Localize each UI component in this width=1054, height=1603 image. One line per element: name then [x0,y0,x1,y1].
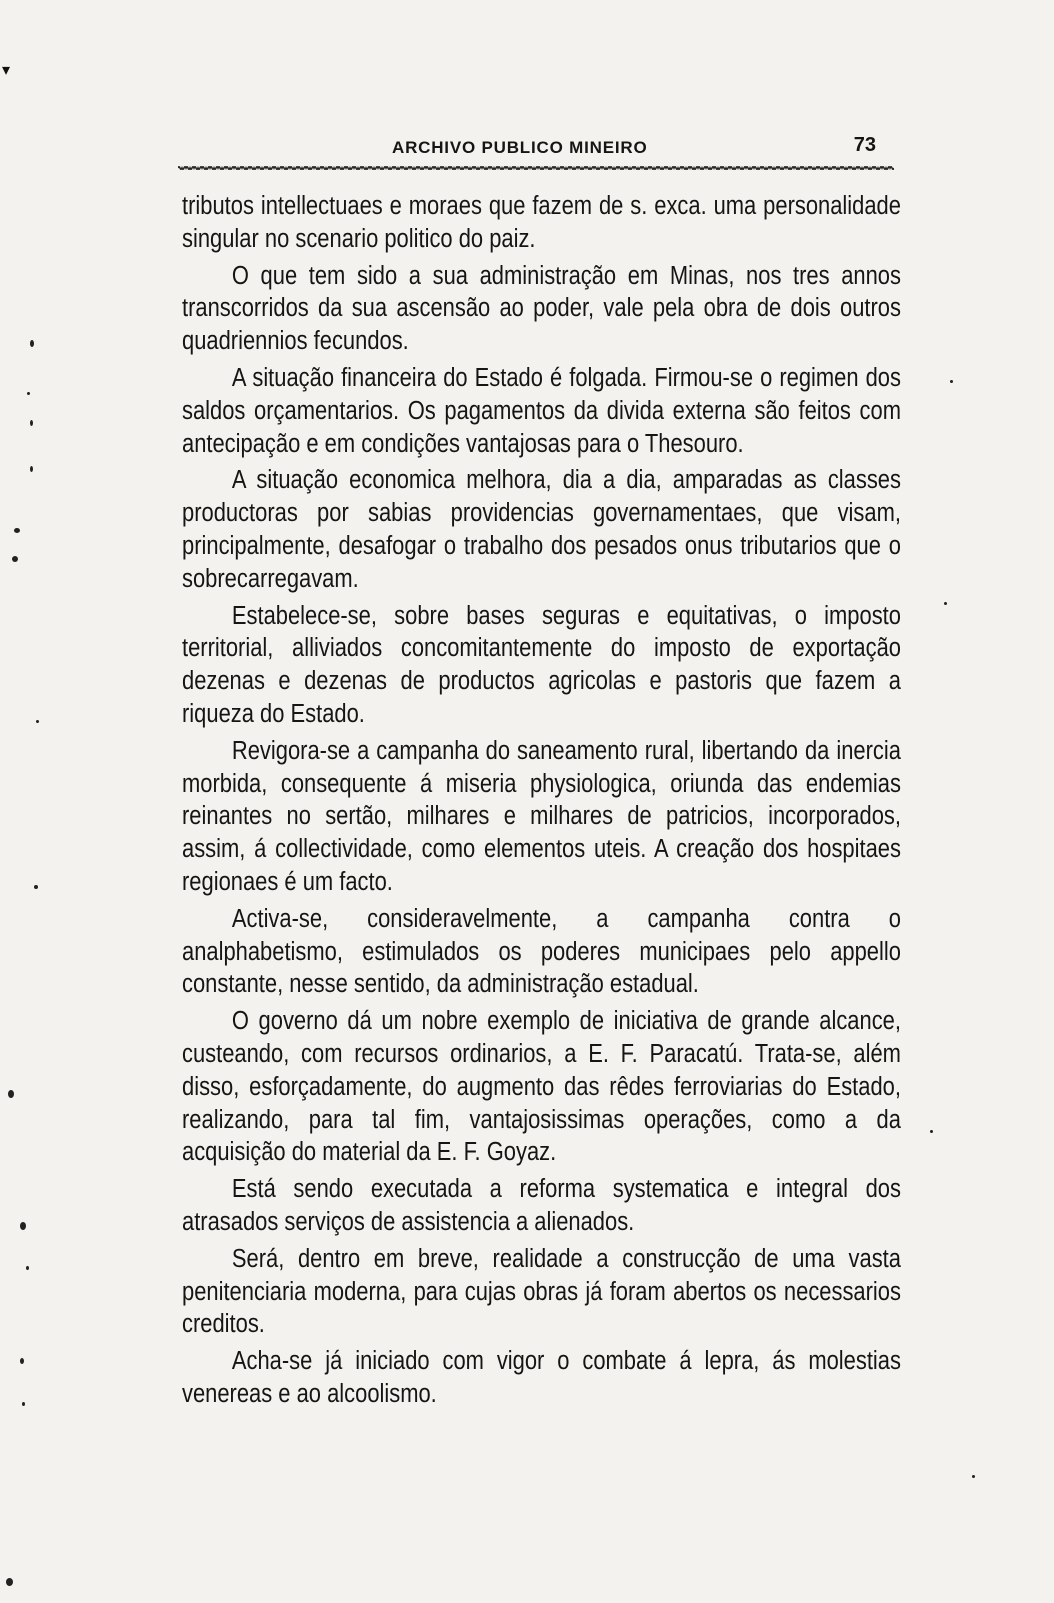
margin-speck [8,1090,14,1098]
page-header [178,132,894,162]
margin-speck [30,420,33,426]
running-title: ARCHIVO PUBLICO MINEIRO [392,138,648,157]
page-speck [930,1130,933,1133]
paragraph: O que tem sido a sua administração em Minas, nos tres annos transcorridos da sua ascensão ao poder, vale pela obra de dois outros quadriennios fecundos. [182,261,901,356]
margin-speck [20,1222,26,1230]
paragraph: O governo dá um nobre exemplo de iniciativa de grande alcance, custeando, com recursos ordinarios, a E. F. Paracatú. Trata-se, além disso, esforçadamente, do augmento das rêdes ferroviarias do Estado, realizando, para tal fim, vantajosissimas operações, como a da acquisição do material da E. F. Goyaz. [182,1007,901,1167]
margin-speck [22,1402,25,1406]
paragraph: A situação financeira do Estado é folgada. Firmou-se o regimen dos saldos orçamentarios. Os pagamentos da divida externa são feitos com antecipação e em condições vantajosas para o Thesouro. [182,363,901,458]
margin-speck [6,1578,13,1586]
margin-speck [30,466,33,472]
margin-speck: ▾ [2,60,11,79]
margin-speck [27,392,30,395]
margin-speck [26,1266,29,1270]
page-speck [950,380,953,383]
page-number: 73 [853,134,876,156]
margin-speck [36,720,39,723]
paragraph: tributos intellectuaes e moraes que fazem de s. exca. uma personalidade singular no scenario politico do paiz. [182,192,901,253]
body-text [182,190,901,1411]
page-speck [972,1475,975,1478]
paragraph: Será, dentro em breve, realidade a construcção de uma vasta penitenciaria moderna, para cujas obras já foram abertos os necessarios creditos. [182,1244,901,1339]
margin-speck [20,1358,24,1364]
paragraph: Revigora-se a campanha do saneamento rural, libertando da inercia morbida, consequente á miseria physiologica, oriunda das endemias reinantes no sertão, milhares e milhares de patricios, incorporados, assim, á collectividade, como elementos uteis. A creação dos hospitaes regionaes é um facto. [182,736,901,896]
margin-speck [30,340,34,347]
paragraph: Estabelece-se, sobre bases seguras e equitativas, o imposto territorial, alliviados concomitantemente do imposto de exportação dezenas e dezenas de productos agricolas e pastoris que fazem a riqueza do Estado. [182,601,901,728]
header-wavy-rule [178,165,894,171]
paragraph: Activa-se, consideravelmente, a campanha contra o analphabetismo, estimulados os poderes municipaes pelo appello constante, nesse sentido, da administração estadual. [182,904,901,999]
paragraph: Está sendo executada a reforma systematica e integral dos atrasados serviços de assistencia a alienados. [182,1175,901,1236]
paragraph: A situação economica melhora, dia a dia, amparadas as classes productoras por sabias providencias governamentaes, que visam, principalmente, desafogar o trabalho dos pesados onus tributarios que o sobrecarregavam. [182,466,901,593]
margin-speck [14,528,20,533]
page-speck [944,602,947,605]
margin-speck [12,556,18,562]
paragraph: Acha-se já iniciado com vigor o combate á lepra, ás molestias venereas e ao alcoolismo. [182,1347,901,1408]
margin-speck [34,885,38,889]
